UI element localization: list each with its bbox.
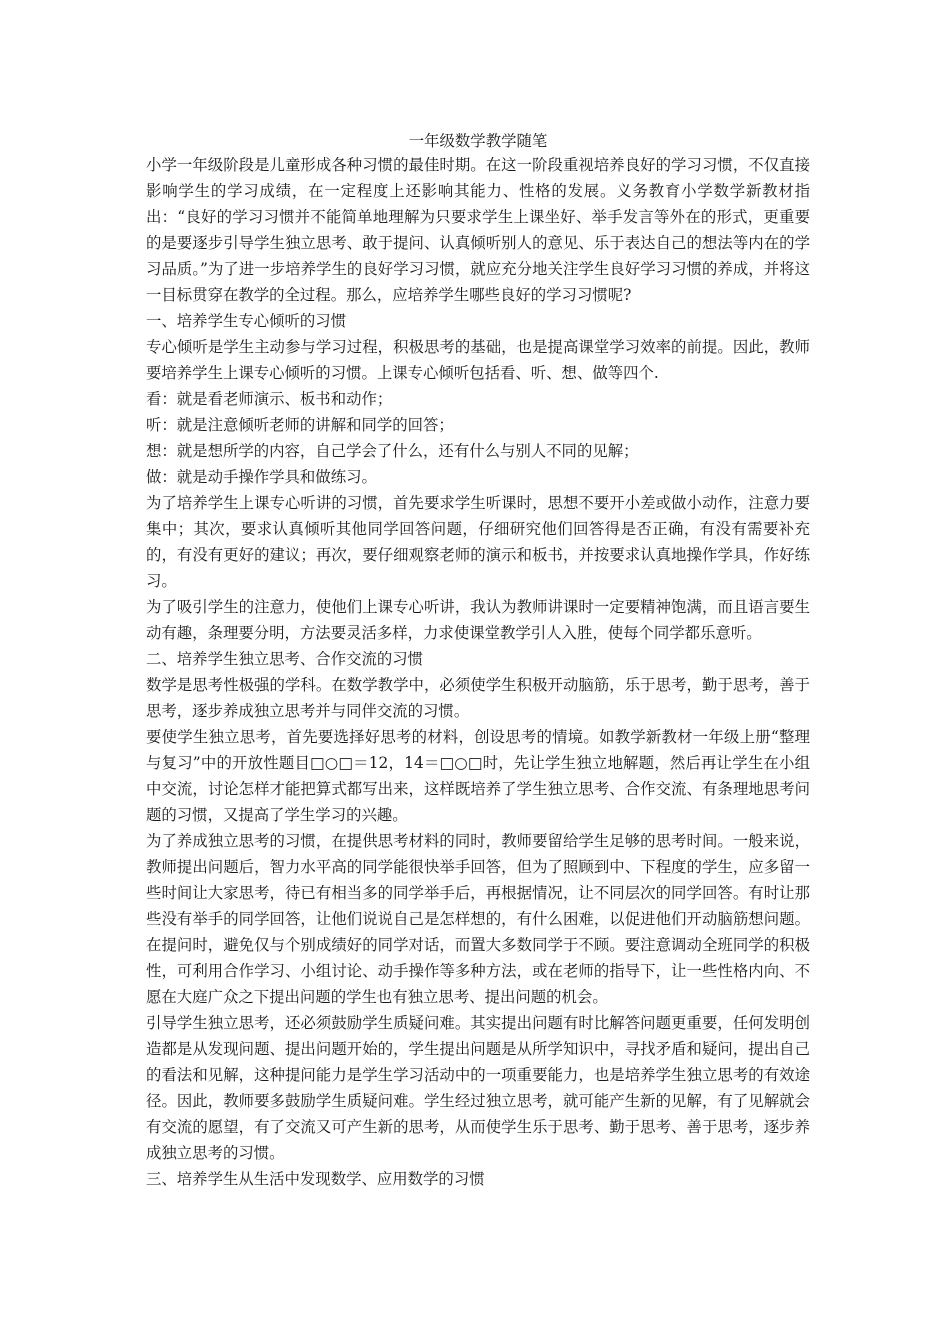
- paragraph: 为了养成独立思考的习惯，在提供思考材料的同时，教师要留给学生足够的思考时间。一般来说，教师提出问题后，智力水平高的同学能很快举手回答，但为了照顾到中、下程度的学生，应多留一些时间让大家思考，待已有相当多的同学举手后，再根据情况，让不同层次的同学回答。有时让那些没有举手的同学回答，让他们说说自己是怎样想的，有什么困难，以促进他们开动脑筋想问题。在提问时，避免仅与个别成绩好的同学对话，而置大多数同学于不顾。要注意调动全班同学的积极性，可利用合作学习、小组讨论、动手操作等多种方法，或在老师的指导下，让一些性格内向、不愿在大庭广众之下提出问题的学生也有独立思考、提出问题的机会。: [146, 832, 810, 1006]
- paragraph: 引导学生独立思考，还必须鼓励学生质疑问难。其实提出问题有时比解答问题更重要，任何发明创造都是从发现问题、提出问题开始的，学生提出问题是从所学知识中，寻找矛盾和疑问，提出自己的看法和见解，这种提问能力是学生学习活动中的一项重要能力，也是培养学生独立思考的有效途径。因此，教师要多鼓励学生质疑问难。学生经过独立思考，就可能产生新的见解，有了见解就会有交流的愿望，有了交流又可产生新的思考，从而使学生乐于思考、勤于思考、善于思考，逐步养成独立思考的习惯。: [146, 1014, 810, 1162]
- paragraph: 为了吸引学生的注意力，使他们上课专心听讲，我认为教师讲课时一定要精神饱满，而且语言要生动有趣，条理要分明，方法要灵活多样，力求使课堂教学引人入胜，使每个同学都乐意听。: [146, 598, 810, 642]
- paragraph: 数学是思考性极强的学科。在数学教学中，必须使学生积极开动脑筋，乐于思考，勤于思考，善于思考，逐步养成独立思考并与同伴交流的习惯。: [146, 676, 810, 720]
- paragraph: 要使学生独立思考，首先要选择好思考的材料，创设思考的情境。如教学新教材一年级上册“整理与复习”中的开放性题目□○□＝12，14＝□○□时，先让学生独立地解题，然后再让学生在小组中交流，讨论怎样才能把算式都写出来，这样既培养了学生独立思考、合作交流、有条理地思考问题的习惯，又提高了学生学习的兴趣。: [146, 728, 810, 824]
- document-body: [146, 152, 810, 1192]
- document-page: [146, 130, 810, 1192]
- paragraph: 做：就是动手操作学具和做练习。: [146, 468, 377, 486]
- paragraph: 看：就是看老师演示、板书和动作；: [146, 390, 393, 408]
- paragraph: 专心倾听是学生主动参与学习过程，积极思考的基础，也是提高课堂学习效率的前提。因此，教师要培养学生上课专心倾听的习惯。上课专心倾听包括看、听、想、做等四个.: [146, 338, 810, 382]
- section-heading: 一、培养学生专心倾听的习惯: [146, 312, 347, 330]
- document-title: 一年级数学教学随笔: [408, 132, 548, 150]
- paragraph: 听：就是注意倾听老师的讲解和同学的回答；: [146, 416, 454, 434]
- paragraph: 想：就是想所学的内容，自己学会了什么，还有什么与别人不同的见解；: [146, 442, 639, 460]
- paragraph: 小学一年级阶段是儿童形成各种习惯的最佳时期。在这一阶段重视培养良好的学习习惯，不仅直接影响学生的学习成绩，在一定程度上还影响其能力、性格的发展。义务教育小学数学新教材指出：“良好的学习习惯并不能简单地理解为只要求学生上课坐好、举手发言等外在的形式，更重要的是要逐步引导学生独立思考、敢于提问、认真倾听别人的意见、乐于表达自己的想法等内在的学习品质。”为了进一步培养学生的良好学习习惯，就应充分地关注学生良好学习习惯的养成，并将这一目标贯穿在教学的全过程。那么，应培养学生哪些良好的学习习惯呢?: [146, 156, 810, 304]
- section-heading: 三、培养学生从生活中发现数学、应用数学的习惯: [146, 1170, 485, 1188]
- section-heading: 二、培养学生独立思考、合作交流的习惯: [146, 650, 424, 668]
- paragraph: 为了培养学生上课专心听讲的习惯，首先要求学生听课时，思想不要开小差或做小动作，注意力要集中；其次，要求认真倾听其他同学回答问题，仔细研究他们回答得是否正确，有没有需要补充的，有没有更好的建议；再次，要仔细观察老师的演示和板书，并按要求认真地操作学具，作好练习。: [146, 494, 810, 590]
